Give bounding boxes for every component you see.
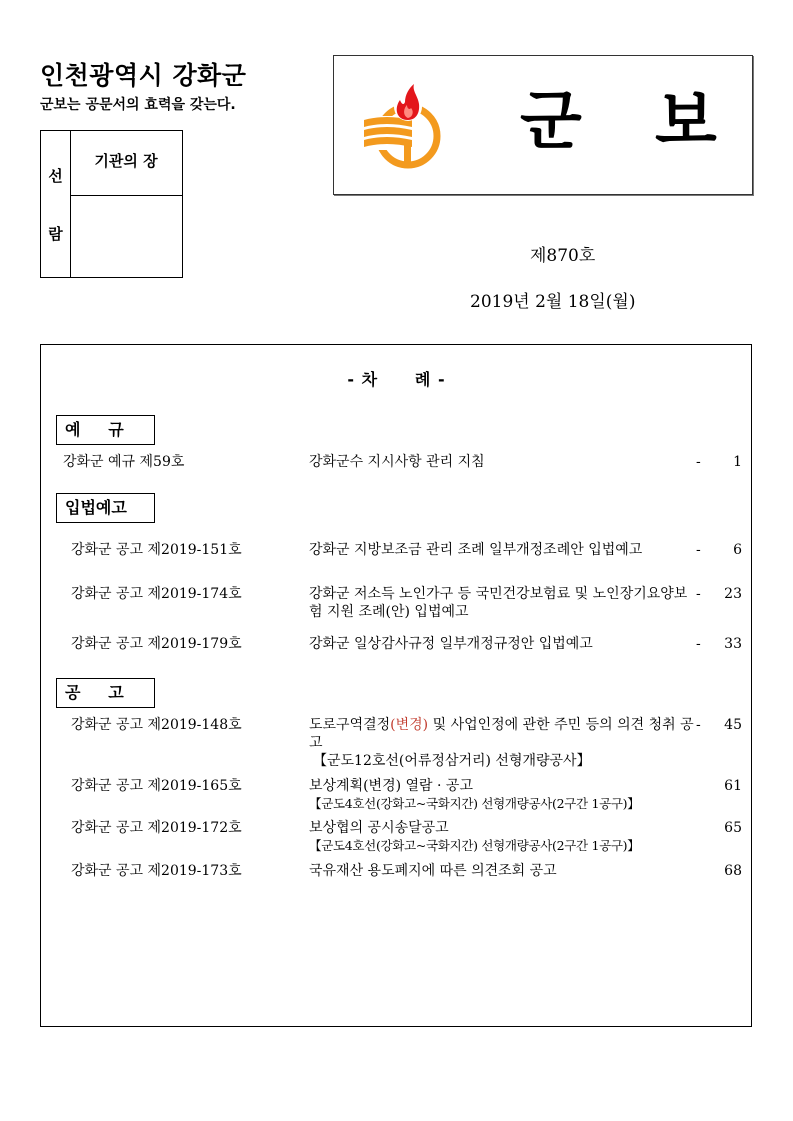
doc-subtitle: 【군도12호선(어류정삼거리) 선형개량공사】 xyxy=(313,753,591,769)
masthead-title-char-1: 군 xyxy=(520,85,582,159)
doc-title: 강화군 지방보조금 관리 조례 일부개정조례안 입법예고 xyxy=(309,542,643,558)
circulation-box xyxy=(40,130,183,278)
masthead-title-char-2: 보 xyxy=(655,85,717,159)
doc-title: 국유재산 용도폐지에 따른 의견조회 공고 xyxy=(309,863,557,879)
doc-title xyxy=(309,777,694,813)
gangwha-emblem-icon xyxy=(356,78,448,170)
issue-number: 제870호 xyxy=(530,246,596,266)
doc-title xyxy=(309,819,694,855)
section-label-regulation: 예 규 xyxy=(56,415,155,445)
doc-title-highlight: (변경) xyxy=(390,717,429,733)
doc-number: 강화군 공고 제2019-173호 xyxy=(71,863,242,879)
circulation-side-label-2: 람 xyxy=(48,225,63,243)
page-number: 45 xyxy=(724,717,742,733)
org-name: 인천광역시 강화군 xyxy=(40,61,247,90)
doc-title: 강화군 일상감사규정 일부개정규정안 입법예고 xyxy=(309,636,593,652)
page-number: 61 xyxy=(724,778,742,794)
doc-title: 강화군수 지시사항 관리 지침 xyxy=(309,454,485,470)
doc-subtitle: 【군도4호선(강화고~국화지간) 선형개량공사(2구간 1공구)】 xyxy=(309,796,640,811)
dash: - xyxy=(696,717,701,733)
issue-date: 2019년 2월 18일(월) xyxy=(470,292,636,312)
doc-number: 강화군 공고 제2019-179호 xyxy=(71,636,242,652)
doc-title-part: 및 사업인정에 관한 주민 등의 의견 청취 공고 xyxy=(309,717,694,751)
doc-number: 강화군 공고 제2019-151호 xyxy=(71,542,242,558)
doc-number: 강화군 공고 제2019-172호 xyxy=(71,820,242,836)
section-label-legislative-notice: 입법예고 xyxy=(56,493,155,523)
doc-number: 강화군 예규 제59호 xyxy=(63,454,185,470)
page-number: 68 xyxy=(724,863,742,879)
table-of-contents xyxy=(40,344,752,1027)
page-number: 33 xyxy=(724,636,742,652)
doc-title-text: 보상협의 공시송달공고 xyxy=(309,820,449,836)
circulation-side-label-1: 선 xyxy=(48,167,63,185)
doc-title xyxy=(309,716,694,770)
dash: - xyxy=(696,542,701,558)
doc-subtitle: 【군도4호선(강화고~국화지간) 선형개량공사(2구간 1공구)】 xyxy=(309,838,640,853)
doc-number: 강화군 공고 제2019-165호 xyxy=(71,778,242,794)
dash: - xyxy=(696,454,701,470)
page-number: 6 xyxy=(733,542,742,558)
org-subtitle: 군보는 공문서의 효력을 갖는다. xyxy=(40,97,236,113)
circulation-side xyxy=(41,131,71,277)
doc-number: 강화군 공고 제2019-174호 xyxy=(71,586,242,602)
circulation-head-cell: 기관의 장 xyxy=(70,131,182,196)
page-number: 23 xyxy=(724,586,742,602)
doc-title-part: 도로구역결정 xyxy=(309,717,391,733)
page-number: 1 xyxy=(733,454,742,470)
doc-title: 강화군 저소득 노인가구 등 국민건강보험료 및 노인장기요양보험 지원 조례(안) 입법예고 xyxy=(309,586,688,620)
page-number: 65 xyxy=(724,820,742,836)
doc-title-text: 보상계획(변경) 열람 · 공고 xyxy=(309,778,473,794)
toc-title: - 차 례 - xyxy=(347,370,445,389)
masthead xyxy=(333,55,753,195)
section-label-public-notice: 공 고 xyxy=(56,678,155,708)
doc-number: 강화군 공고 제2019-148호 xyxy=(71,717,242,733)
dash: - xyxy=(696,636,701,652)
dash: - xyxy=(696,586,701,602)
